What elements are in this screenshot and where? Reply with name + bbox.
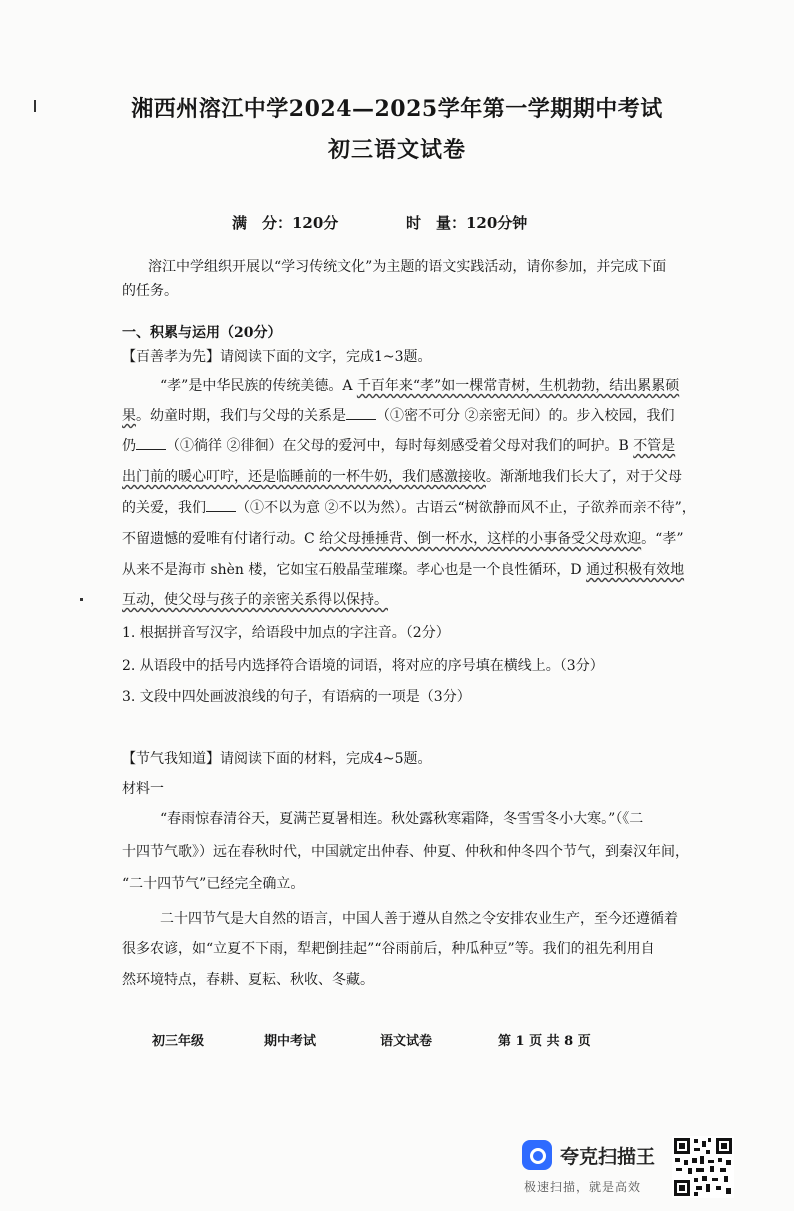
section-heading: 一、积累与运用（20分） — [122, 325, 282, 341]
wavy-sentence-d: 通过积极有效地 — [586, 562, 685, 578]
scanner-slogan: 极速扫描，就是高效 — [524, 1180, 642, 1194]
passage-line: 不留遗憾的爱唯有付诸行动。C 给父母捶捶背、倒一杯水，这样的小事备受父母欢迎。“孝” — [122, 531, 684, 547]
material-line: 然环境特点，春耕、夏耘、秋收、冬藏。 — [122, 972, 374, 988]
material-line: 很多农谚，如“立夏不下雨，犁耙倒挂起”“谷雨前后，种瓜种豆”等。我们的祖先利用自 — [122, 941, 655, 957]
full-score: 满 分：120分 — [232, 214, 339, 232]
exam-subtitle: 初三语文试卷 — [327, 137, 466, 163]
passage-line: 的关爱，我们 （①不以为意 ②不以为然）。古语云“树欲静而风不止，子欲养而亲不待”， — [122, 494, 696, 523]
question-1: 1. 根据拼音写汉字，给语段中加点的字注音。（2分） — [122, 625, 450, 641]
answer-blank[interactable] — [136, 435, 166, 450]
passage-line: 出门前的暖心叮咛，还是临睡前的一杯牛奶，我们感激接收。渐渐地我们长大了，对于父母 — [122, 469, 682, 485]
footer-subject: 语文试卷 — [380, 1034, 433, 1049]
scanner-watermark — [520, 1138, 670, 1198]
footer-grade: 初三年级 — [152, 1034, 205, 1049]
wavy-sentence-c: 给父母捶捶背、倒一杯水，这样的小事备受父母欢迎 — [319, 531, 642, 547]
qr-code-icon — [672, 1136, 734, 1198]
passage-line: 互动，使父母与孩子的亲密关系得以保持。 — [122, 592, 388, 608]
material-line: “二十四节气”已经完全确立。 — [122, 876, 305, 892]
passage-line: 从来不是海市 shèn 楼，它如宝石般晶莹璀璨。孝心也是一个良性循环，D 通过积极有效地 — [122, 562, 685, 578]
material-label: 材料一 — [122, 781, 164, 797]
material-line: 十四节气歌》）远在春秋时代，中国就定出仲春、仲夏、仲秋和仲冬四个节气，到秦汉年间， — [122, 844, 689, 860]
answer-blank[interactable] — [346, 405, 376, 420]
exam-title: 湘西州溶江中学2024—2025学年第一学期期中考试 — [131, 96, 663, 122]
task-title-filial-piety: 【百善孝为先】请阅读下面的文字，完成1~3题。 — [122, 349, 432, 365]
material-line: 二十四节气是大自然的语言，中国人善于遵从自然之令安排农业生产，至今还遵循着 — [160, 911, 678, 927]
question-2: 2. 从语段中的括号内选择符合语境的词语，将对应的序号填在横线上。（3分） — [122, 658, 604, 674]
footer-page-number: 第 1 页 共 8 页 — [498, 1034, 591, 1049]
intro-line-2: 的任务。 — [122, 283, 178, 299]
answer-blank[interactable] — [206, 497, 236, 512]
intro-line-1: 溶江中学组织开展以“学习传统文化”为主题的语文实践活动，请你参加，并完成下面 — [148, 259, 667, 275]
exam-duration: 时 量：120分钟 — [406, 214, 528, 232]
wavy-sentence-a: 千百年来“孝”如一棵常青树，生机勃勃，结出累累硕 — [356, 378, 680, 394]
scanner-brand-name: 夸克扫描王 — [560, 1146, 656, 1168]
question-3: 3. 文段中四处画波浪线的句子，有语病的一项是（3分） — [122, 689, 471, 705]
wavy-sentence-b: 不管是 — [633, 438, 676, 454]
scan-speck — [80, 598, 83, 601]
passage-line: “孝”是中华民族的传统美德。A 千百年来“孝”如一棵常青树，生机勃勃，结出累累硕 — [160, 378, 680, 394]
passage-line: 仍 （①徜徉 ②徘徊）在父母的爱河中，每时每刻感受着父母对我们的呵护。B 不管是 — [122, 432, 675, 461]
quark-logo-icon — [522, 1140, 552, 1170]
passage-line: 果。幼童时期，我们与父母的关系是 （①密不可分 ②亲密无间）的。步入校园，我们 — [122, 402, 674, 431]
material-line: “春雨惊春清谷天，夏满芒夏暑相连。秋处露秋寒霜降，冬雪雪冬小大寒。”（《二 — [160, 811, 644, 827]
footer-exam: 期中考试 — [264, 1034, 317, 1049]
task-title-solar-terms: 【节气我知道】请阅读下面的材料，完成4~5题。 — [122, 751, 432, 767]
